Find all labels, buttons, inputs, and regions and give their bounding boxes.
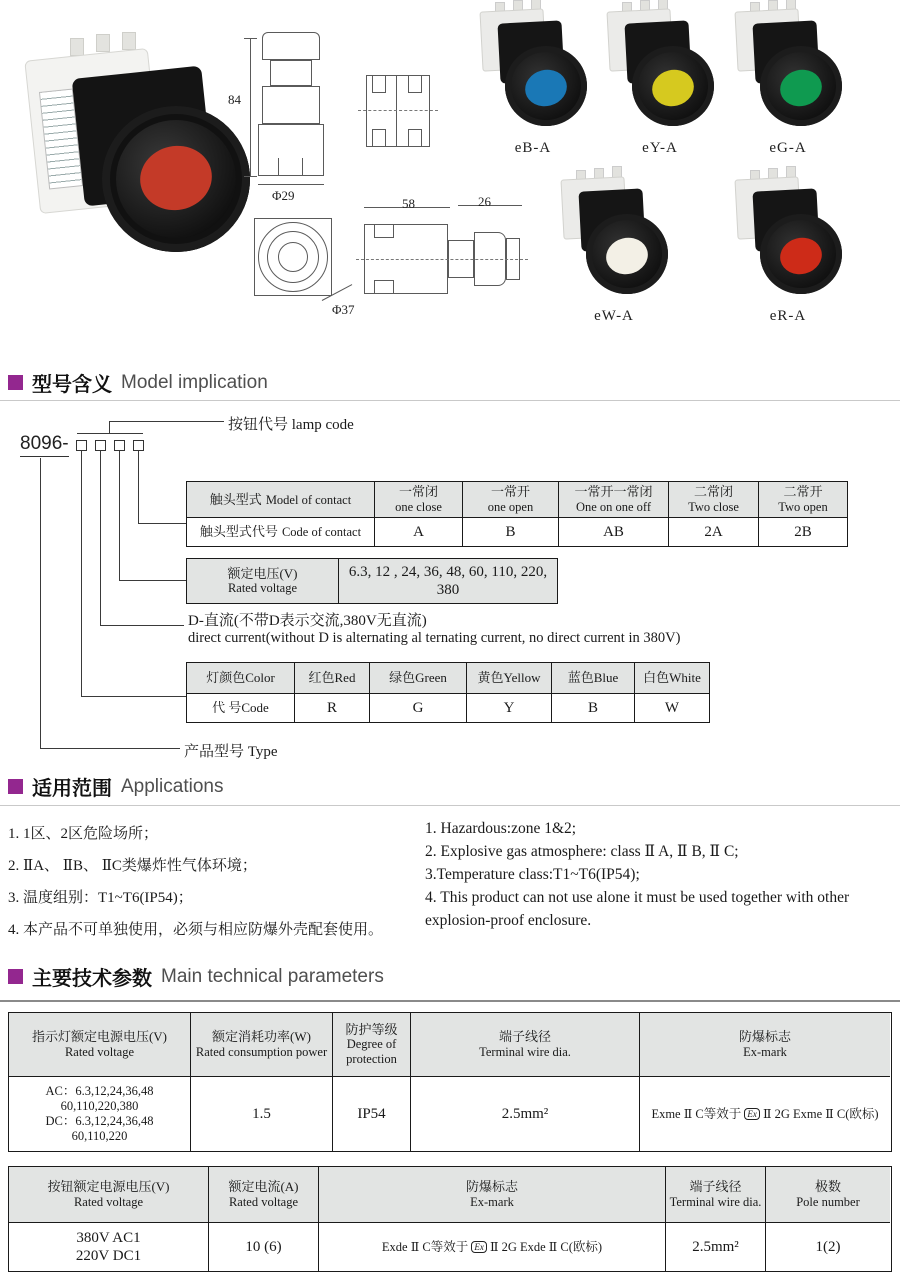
section-rule (0, 400, 900, 401)
table-cell: W (664, 700, 680, 716)
code-box-3 (114, 440, 125, 451)
header-cell: 二常闭 Two close (669, 482, 759, 518)
variant-photo-yellow (604, 2, 716, 157)
header-cell: 端子线径 Terminal wire dia. (411, 1013, 640, 1077)
table-cell: 触头型式代号 Code of contact (187, 518, 375, 546)
table-cell: 2A (669, 518, 759, 546)
dim-26: 26 (478, 194, 491, 209)
variant-photo-green (732, 2, 844, 157)
header-cell: 额定电压(V) Rated voltage (187, 559, 339, 603)
section-bullet (8, 375, 23, 390)
table-cell: B (463, 518, 559, 546)
list-item: 1. 1区、2区危险场所； (8, 826, 159, 842)
table-cell: 1(2) (815, 1239, 841, 1255)
table-cell: Y (467, 694, 552, 722)
header-cell: 红色Red (295, 663, 370, 694)
variant-label: eB-A (514, 140, 552, 156)
table-cell: 6.3, 12 , 24, 36, 48, 60, 110, 220, 380 (339, 559, 557, 603)
connector-line (81, 451, 82, 696)
list-item: 2. Explosive gas atmosphere: class Ⅱ A, Ⅱ B, Ⅱ C; (425, 842, 739, 860)
dim-phi37: Φ37 (332, 302, 355, 317)
table-cell: 代 号Code (187, 694, 295, 722)
header-cell: 防爆标志 Ex-mark (640, 1013, 890, 1077)
button-parameters-table (8, 1166, 892, 1272)
table-cell: 2.5mm² (666, 1223, 766, 1271)
code-box-1 (76, 440, 87, 451)
list-item: 4. 本产品不可单独使用，必须与相应防爆外壳配套使用。 (8, 922, 384, 938)
lamp-parameters-table (8, 1012, 892, 1152)
type-label: 产品型号 Type (184, 744, 278, 760)
table-cell: Exme Ⅱ C等效于 Ex Ⅱ 2G Exme Ⅱ C(欧标) (651, 1106, 879, 1121)
header-cell: 二常开 Two open (759, 482, 847, 518)
code-box-4 (133, 440, 144, 451)
header-cell: 黄色Yellow (467, 663, 552, 694)
header-cell: 防爆标志 Ex-mark (319, 1167, 666, 1223)
header-cell: 防护等级 Degree of protection (333, 1013, 411, 1077)
header-cell: 灯颜色Color (187, 663, 295, 694)
connector-line (100, 451, 101, 625)
voltage-table (186, 558, 558, 604)
terminal-pin (70, 38, 84, 56)
section-title-en: Main technical parameters (161, 965, 384, 987)
section-applications (8, 772, 223, 801)
section-model-implication (8, 368, 268, 397)
header-cell: 绿色Green (370, 663, 467, 694)
connector-line (119, 451, 120, 580)
header-cell: 额定电流(A) Rated voltage (209, 1167, 319, 1223)
lamp-code-label: 按钮代号 lamp code (228, 417, 354, 433)
section-rule (0, 805, 900, 806)
header-cell: 蓝色Blue (552, 663, 635, 694)
table-cell: 2.5mm² (411, 1077, 640, 1151)
table-cell: 1.5 (191, 1077, 333, 1151)
applications-list-zh (8, 822, 408, 950)
list-item: 4. This product can not use alone it must be used together with other explosion-proof enclosure. (425, 888, 850, 929)
section-title-en: Applications (121, 775, 224, 797)
table-cell: 10 (6) (209, 1223, 319, 1271)
model-prefix: 8096- (20, 433, 69, 457)
connector-line (40, 458, 41, 748)
list-item: 1. Hazardous:zone 1&2; (425, 820, 577, 837)
variant-label: eR-A (769, 308, 807, 324)
variant-photo-white (558, 170, 670, 325)
connector-line (100, 625, 184, 626)
code-box-2 (95, 440, 106, 451)
variant-photo-blue (477, 2, 589, 157)
header-cell: 额定消耗功率(W) Rated consumption power (191, 1013, 333, 1077)
list-item: 3.Temperature class:T1~T6(IP54); (425, 865, 640, 883)
atex-ex-mark-icon: Ex (744, 1108, 760, 1120)
connector-line (138, 451, 139, 523)
dc-note-en: direct current(without D is alternating al ternating current, no direct current in 380V) (188, 630, 681, 646)
header-cell: 极数 Pole number (766, 1167, 890, 1223)
lamp-color-table (186, 662, 710, 723)
connector-line (40, 748, 180, 749)
dim-phi29: Φ29 (272, 188, 295, 203)
applications-list-en (425, 818, 890, 933)
connector-line (109, 421, 224, 422)
atex-ex-mark-icon: Ex (471, 1241, 487, 1253)
table-cell: AC：6.3,12,24,36,48 60,110,220,380 DC：6.3,12,24,36,48 60,110,220 (9, 1077, 191, 1151)
dim-58: 58 (402, 196, 415, 211)
header-cell: 指示灯额定电源电压(V) Rated voltage (9, 1013, 191, 1077)
section-title-zh: 主要技术参数 (32, 968, 152, 990)
header-cell: 端子线径 Terminal wire dia. (666, 1167, 766, 1223)
list-item: 2. ⅡA、 ⅡB、 ⅡC类爆炸性气体环境； (8, 858, 257, 874)
header-cell: 白色White (635, 663, 709, 694)
table-cell: A (375, 518, 463, 546)
table-cell: Exde Ⅱ C等效于 Ex Ⅱ 2G Exde Ⅱ C(欧标) (319, 1223, 666, 1271)
contact-table (186, 481, 848, 547)
section-title-zh: 型号含义 (32, 374, 112, 396)
table-cell: 2B (794, 524, 812, 540)
table-cell: R (295, 694, 370, 722)
header-cell: 一常闭 one close (375, 482, 463, 518)
dc-note-zh: D-直流(不带D表示交流,380V无直流) (188, 613, 427, 629)
table-cell: IP54 (333, 1077, 411, 1151)
variant-label: eW-A (594, 308, 634, 324)
terminal-pin (122, 32, 136, 50)
header-cell: 一常开 one open (463, 482, 559, 518)
dim-84: 84 (228, 92, 241, 107)
header-cell: 按钮额定电源电压(V) Rated voltage (9, 1167, 209, 1223)
table-cell: G (370, 694, 467, 722)
section-bullet (8, 969, 23, 984)
header-cell: 一常开一常闭 One on one off (559, 482, 669, 518)
list-item: 3. 温度组别：T1~T6(IP54)； (8, 890, 193, 906)
hero-product-photo (18, 28, 248, 296)
section-rule (0, 1000, 900, 1002)
section-bullet (8, 779, 23, 794)
connector-line (138, 523, 186, 524)
connector-line (119, 580, 186, 581)
section-title-zh: 适用范围 (32, 778, 112, 800)
connector-line (109, 421, 110, 433)
connector-line (77, 433, 143, 434)
section-title-en: Model implication (121, 371, 268, 393)
terminal-pin (96, 34, 110, 52)
table-cell: B (552, 694, 635, 722)
variant-label: eY-A (642, 140, 678, 156)
variant-label: eG-A (769, 140, 807, 156)
variant-photo-red (732, 170, 844, 325)
header-cell: 触头型式 Model of contact (187, 482, 375, 518)
connector-line (81, 696, 186, 697)
table-cell: 380V AC1 220V DC1 (9, 1223, 209, 1271)
table-cell: AB (559, 518, 669, 546)
section-parameters (8, 962, 384, 991)
